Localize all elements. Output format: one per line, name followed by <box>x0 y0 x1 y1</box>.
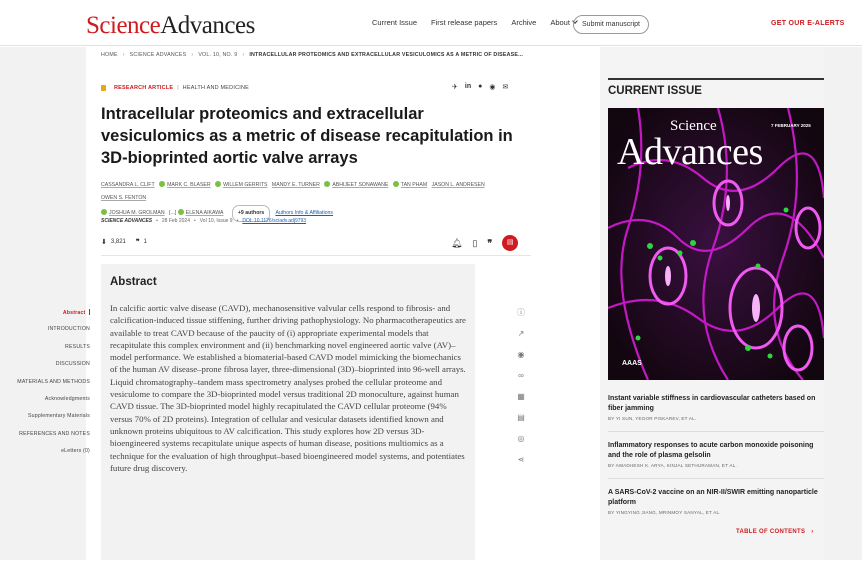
item-title[interactable]: Instant variable stiffness in cardiovascular catheters based on fiber jamming <box>608 395 816 412</box>
site-header <box>0 0 862 46</box>
orcid-icon[interactable] <box>215 181 221 187</box>
article-metrics <box>101 238 147 246</box>
item-authors: BY YI SUN, YEGOR PISKAREV, ET AL. <box>608 416 697 421</box>
author-name[interactable]: OWEN S. FENTON <box>101 195 147 201</box>
divider <box>101 255 531 256</box>
media-icon[interactable]: ◎ <box>517 434 525 443</box>
top-nav <box>372 18 591 27</box>
reddit-icon[interactable]: ● <box>478 83 483 90</box>
table-of-contents-link[interactable]: TABLE OF CONTENTS › <box>736 529 814 535</box>
article-subject[interactable]: HEALTH AND MEDICINE <box>182 85 250 91</box>
info-icon[interactable]: ⓘ <box>517 308 525 317</box>
author-list <box>101 179 521 222</box>
breadcrumb: HOME › SCIENCE ADVANCES › VOL. 10, NO. 9 › INTRACELLULAR PROTEOMICS AND EXTRACELLULAR VESICULOMICS AS A METRIC OF DISEASE... <box>101 52 524 58</box>
abstract-heading: Abstract <box>110 276 157 288</box>
nav-first-release[interactable]: First release papers <box>431 18 498 27</box>
citation-icon: ❞ <box>135 239 140 246</box>
toc-eletters[interactable]: eLetters (0) <box>61 448 90 455</box>
aaas-logo: AAAS <box>622 360 642 367</box>
journal-name[interactable]: SCIENCE ADVANCES <box>101 218 153 224</box>
cite-icon[interactable]: ❞ <box>487 237 493 248</box>
toc-discussion[interactable]: DISCUSSION <box>55 361 90 368</box>
divider <box>608 478 824 479</box>
toc-introduction[interactable]: INTRODUCTION <box>47 326 90 333</box>
nav-about-label: About <box>550 18 570 27</box>
figures-icon[interactable]: ▦ <box>517 392 525 401</box>
nav-archive[interactable]: Archive <box>511 18 537 27</box>
toc-acknowledgments[interactable]: Acknowledgments <box>44 395 90 402</box>
author-name[interactable]: JOSHUA M. GROLMAN <box>109 210 165 216</box>
linkedin-icon[interactable]: in <box>464 83 472 90</box>
author-name[interactable]: CASSANDRA L. CLIFT <box>101 182 155 188</box>
item-title[interactable]: Inflammatory responses to acute carbon monoxide poisoning and the role of plasma gelsolin <box>608 442 814 459</box>
article-tools <box>451 235 518 251</box>
divider <box>608 431 824 432</box>
toc-methods[interactable]: MATERIALS AND METHODS <box>17 378 90 385</box>
current-issue-heading: CURRENT ISSUE <box>608 78 824 97</box>
citation-count[interactable]: 1 <box>143 239 148 245</box>
item-authors: BY YINGYING JIANG, MRINMOY SANYAL, ET AL. <box>608 510 721 515</box>
current-issue-item[interactable] <box>608 488 824 515</box>
author-name[interactable]: ELENA AIKAWA <box>185 210 224 216</box>
author-name[interactable]: MARK C. BLASER <box>167 182 211 188</box>
current-issue-item[interactable] <box>608 441 824 468</box>
science-advances-logo[interactable]: ScienceAdvances <box>86 12 255 39</box>
article-type: RESEARCH ARTICLE <box>114 85 174 91</box>
item-title[interactable]: A SARS-CoV-2 vaccine on an NIR-II/SWIR emitting nanoparticle platform <box>608 489 818 506</box>
pub-date: 28 Feb 2024 <box>161 218 190 224</box>
orcid-icon[interactable] <box>324 181 330 187</box>
breadcrumb-home[interactable]: HOME <box>101 52 118 58</box>
breadcrumb-current: INTRACELLULAR PROTEOMICS AND EXTRACELLULAR VESICULOMICS AS A METRIC OF DISEASE... <box>249 52 524 58</box>
breadcrumb-journal[interactable]: SCIENCE ADVANCES <box>129 52 187 58</box>
author-name[interactable]: JASON L. ANDRESEN <box>431 182 485 188</box>
link-icon[interactable]: ∞ <box>518 371 524 380</box>
orcid-icon[interactable] <box>159 181 165 187</box>
bluesky-icon[interactable]: ✈ <box>452 84 458 91</box>
doi-link[interactable]: DOI: 10.1126/sciadv.adj9793 <box>242 218 307 224</box>
e-alerts-link[interactable]: GET OUR E-ALERTS <box>771 20 845 27</box>
author-name[interactable]: TAN PHAM <box>400 182 428 188</box>
author-name[interactable]: WILLEM GERRITS <box>223 182 268 188</box>
bookmark-icon[interactable]: ▯ <box>472 237 478 248</box>
metrics-icon[interactable]: ↗ <box>517 329 525 338</box>
share-icon[interactable]: ⋖ <box>517 455 525 464</box>
cover-advances: Advances <box>617 131 763 173</box>
cover-science: Science <box>670 118 717 134</box>
author-name[interactable]: ABHIJEET SONAWANE <box>332 182 389 188</box>
article-tags: RESEARCH ARTICLE | HEALTH AND MEDICINE <box>101 85 249 91</box>
side-toolbar <box>513 302 529 470</box>
item-authors: BY AWADHESH K. ARYA, KINJAL SETHURAMAN, ET AL. <box>608 463 737 468</box>
more-authors-button[interactable]: +9 authors <box>232 205 270 222</box>
toc-abstract[interactable]: Abstract <box>0 309 90 326</box>
tables-icon[interactable]: ▤ <box>517 413 525 422</box>
nav-current-issue[interactable]: Current Issue <box>372 18 418 27</box>
pdf-icon[interactable]: ▤ <box>502 235 518 251</box>
publication-info: SCIENCE ADVANCES • 28 Feb 2024 • Vol 10, Issue 9 • DOI: 10.1126/sciadv.adj9793 <box>101 218 307 224</box>
cover-date: 7 FEBRUARY 2025 <box>771 123 811 128</box>
submit-manuscript-button[interactable]: Submit manuscript <box>573 15 649 34</box>
orcid-icon[interactable] <box>178 209 184 215</box>
abstract-text: In calcific aortic valve disease (CAVD), mechanosensitive valvular cells respond to fibrosis- and calcification-induced tissue stiffening, further driving pathophysiology. No pharmacotherapeutics are available to treat CAVD because of the paucity of (i) appropriate experimental models that recapitulate this complex environment and (ii) benchmarking novel engineered aortic valve (AV)–model performance. We established a biomaterial-based CAVD model mimicking the biomechanics of the human AV disease–prone fibrosa layer, three-dimensional (3D)–bioprinted into 96-well arrays. Liquid chromatography–tandem mass spectrometry analyses probed the cellular proteome and vesiculome to compare the 3D-bioprinted model versus traditional 2D monoculture, against human CAVD tissue. The 3D-bioprinted model highly recapitulated the CAVD cellular proteome (94% versus 70% of 2D proteins). Integration of cellular and vesicular datasets identified known and unknown proteins ubiquitous to AV calcification. This study explores how 2D versus 3D-bioengineered systems recapitulate unique aspects of human disease, positions multiomics as a technique for the evaluation of high throughput–based bioengineered model systems, and potentiates future drug discovery. <box>110 303 466 473</box>
email-icon[interactable]: ✉ <box>502 84 509 91</box>
orcid-icon[interactable] <box>393 181 399 187</box>
toc-references[interactable]: REFERENCES AND NOTES <box>19 430 90 437</box>
affiliations-link[interactable]: Authors Info & Affiliations <box>275 210 334 216</box>
share-icons <box>452 83 508 91</box>
bell-icon[interactable]: 🔔︎ <box>451 237 463 248</box>
access-lock-icon <box>101 85 106 91</box>
table-of-contents-nav <box>0 309 90 466</box>
toc-supplementary[interactable]: Supplementary Materials <box>28 413 90 420</box>
wechat-icon[interactable]: ◉ <box>489 84 496 91</box>
volume-issue[interactable]: Vol 10, Issue 9 <box>199 218 233 224</box>
author-name[interactable]: MANDY E. TURNER <box>271 182 320 188</box>
orcid-icon[interactable] <box>101 209 107 215</box>
author-ellipsis[interactable]: [...] <box>169 210 177 216</box>
abstract-section <box>101 264 475 560</box>
download-count[interactable]: 3,821 <box>110 239 126 245</box>
current-issue-item[interactable] <box>608 394 824 421</box>
article-title: Intracellular proteomics and extracellular vesiculomics as a metric of disease recapitulation in 3D-bioprinted aortic valve arrays <box>101 105 513 167</box>
breadcrumb-volume[interactable]: VOL. 10, NO. 9 <box>198 52 238 58</box>
download-icon: ⬇ <box>101 239 107 246</box>
toc-results[interactable]: RESULTS <box>65 343 90 350</box>
view-icon[interactable]: ◉ <box>517 350 525 359</box>
